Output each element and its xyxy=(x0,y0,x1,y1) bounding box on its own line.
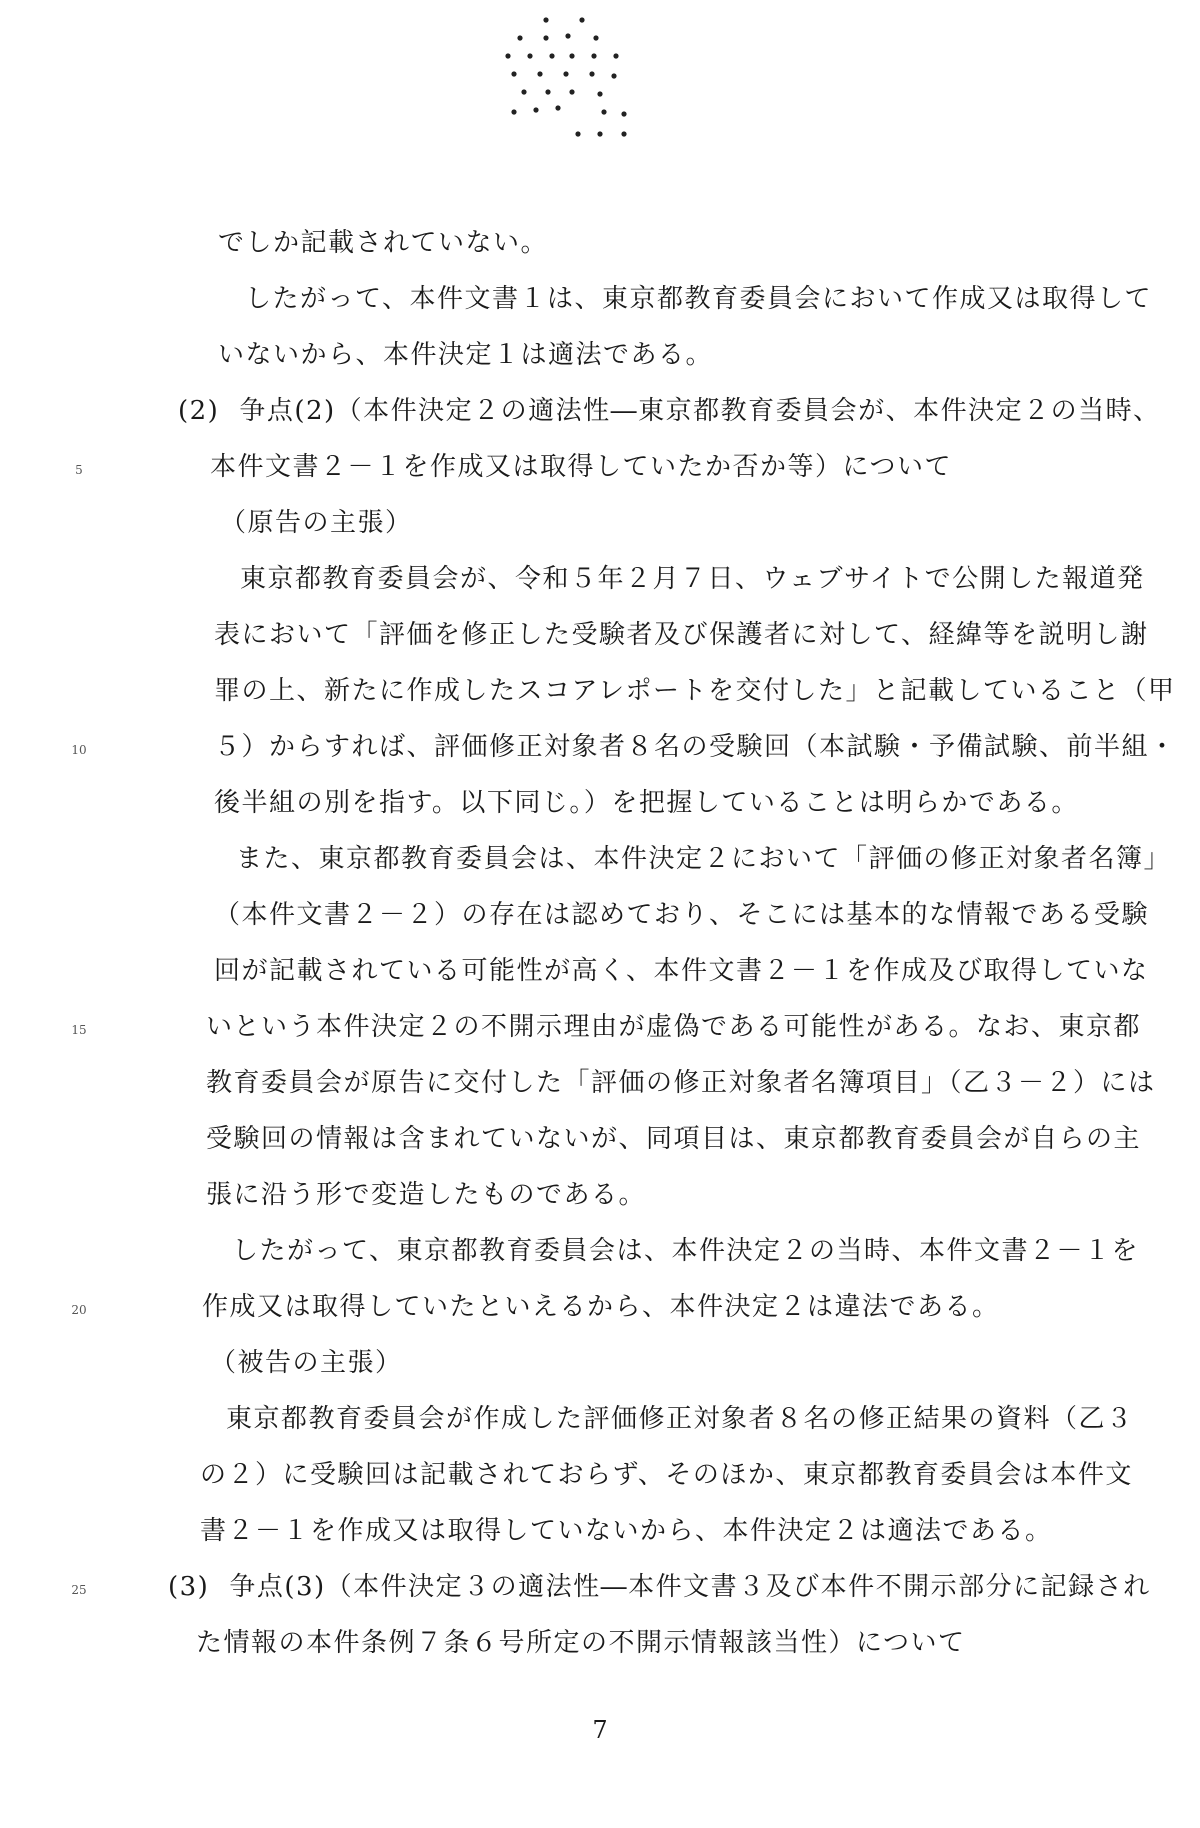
subheading: （被告の主張） xyxy=(210,1348,403,1378)
item-heading-text: 争点(3)（本件決定３の適法性―本件文書３及び本件不開示部分に記録され xyxy=(229,1572,1151,1602)
body-line: 受験回の情報は含まれていないが、同項目は、東京都教育委員会が自らの主 xyxy=(206,1124,1142,1154)
body-line: 後半組の別を指す。以下同じ。）を把握していることは明らかである。 xyxy=(214,788,1079,818)
body-line: 本件文書２－１を作成又は取得していたか否か等）について xyxy=(210,452,952,482)
body-line: 表において「評価を修正した受験者及び保護者に対して、経緯等を説明し謝 xyxy=(214,620,1149,650)
line-number: 10 xyxy=(71,743,87,757)
body-line: の２）に受験回は記載されておらず、そのほか、東京都教育委員会は本件文 xyxy=(200,1460,1133,1490)
body-line: 東京都教育委員会が作成した評価修正対象者８名の修正結果の資料（乙３ xyxy=(226,1404,1134,1434)
body-line: したがって、本件文書１は、東京都教育委員会において作成又は取得して xyxy=(245,284,1152,314)
body-line: 作成又は取得していたといえるから、本件決定２は違法である。 xyxy=(202,1292,1000,1322)
item-number: (3) xyxy=(168,1572,210,1602)
item-heading-text: 争点(2)（本件決定２の適法性―東京都教育委員会が、本件決定２の当時、 xyxy=(239,396,1161,426)
body-line: 東京都教育委員会が、令和５年２月７日、ウェブサイトで公開した報道発 xyxy=(240,564,1145,594)
line-number: 5 xyxy=(75,463,83,477)
body-line: 教育委員会が原告に交付した「評価の修正対象者名簿項目」（乙３－２）には xyxy=(206,1068,1156,1098)
subheading: （原告の主張） xyxy=(220,508,413,538)
page-number: 7 xyxy=(592,1716,608,1744)
body-line: でしか記載されていない。 xyxy=(218,228,549,258)
body-line: （本件文書２－２）の存在は認めており、そこには基本的な情報である受験 xyxy=(214,900,1150,930)
body-line: ５）からすれば、評価修正対象者８名の受験回（本試験・予備試験、前半組・ xyxy=(214,732,1177,762)
body-line: 回が記載されている可能性が高く、本件文書２－１を作成及び取得していな xyxy=(214,956,1149,986)
item-number: (2) xyxy=(178,396,220,426)
body-line: いないから、本件決定１は適法である。 xyxy=(218,340,714,370)
body-line: た情報の本件条例７条６号所定の不開示情報該当性）について xyxy=(196,1628,966,1658)
body-line: また、東京都教育委員会は、本件決定２において「評価の修正対象者名簿」 xyxy=(236,844,1172,874)
line-number: 15 xyxy=(71,1023,87,1037)
item-heading xyxy=(178,394,1161,428)
body-line: いという本件決定２の不開示理由が虚偽である可能性がある。なお、東京都 xyxy=(206,1012,1142,1042)
body-line: 張に沿う形で変造したものである。 xyxy=(206,1180,647,1210)
body-line: 書２－１を作成又は取得していないから、本件決定２は適法である。 xyxy=(200,1516,1053,1546)
item-heading xyxy=(168,1570,1151,1604)
line-number: 25 xyxy=(71,1583,87,1597)
body-line: したがって、東京都教育委員会は、本件決定２の当時、本件文書２－１を xyxy=(232,1236,1139,1266)
line-number: 20 xyxy=(71,1303,87,1317)
body-line: 罪の上、新たに作成したスコアレポートを交付した」と記載していること（甲 xyxy=(214,676,1176,706)
